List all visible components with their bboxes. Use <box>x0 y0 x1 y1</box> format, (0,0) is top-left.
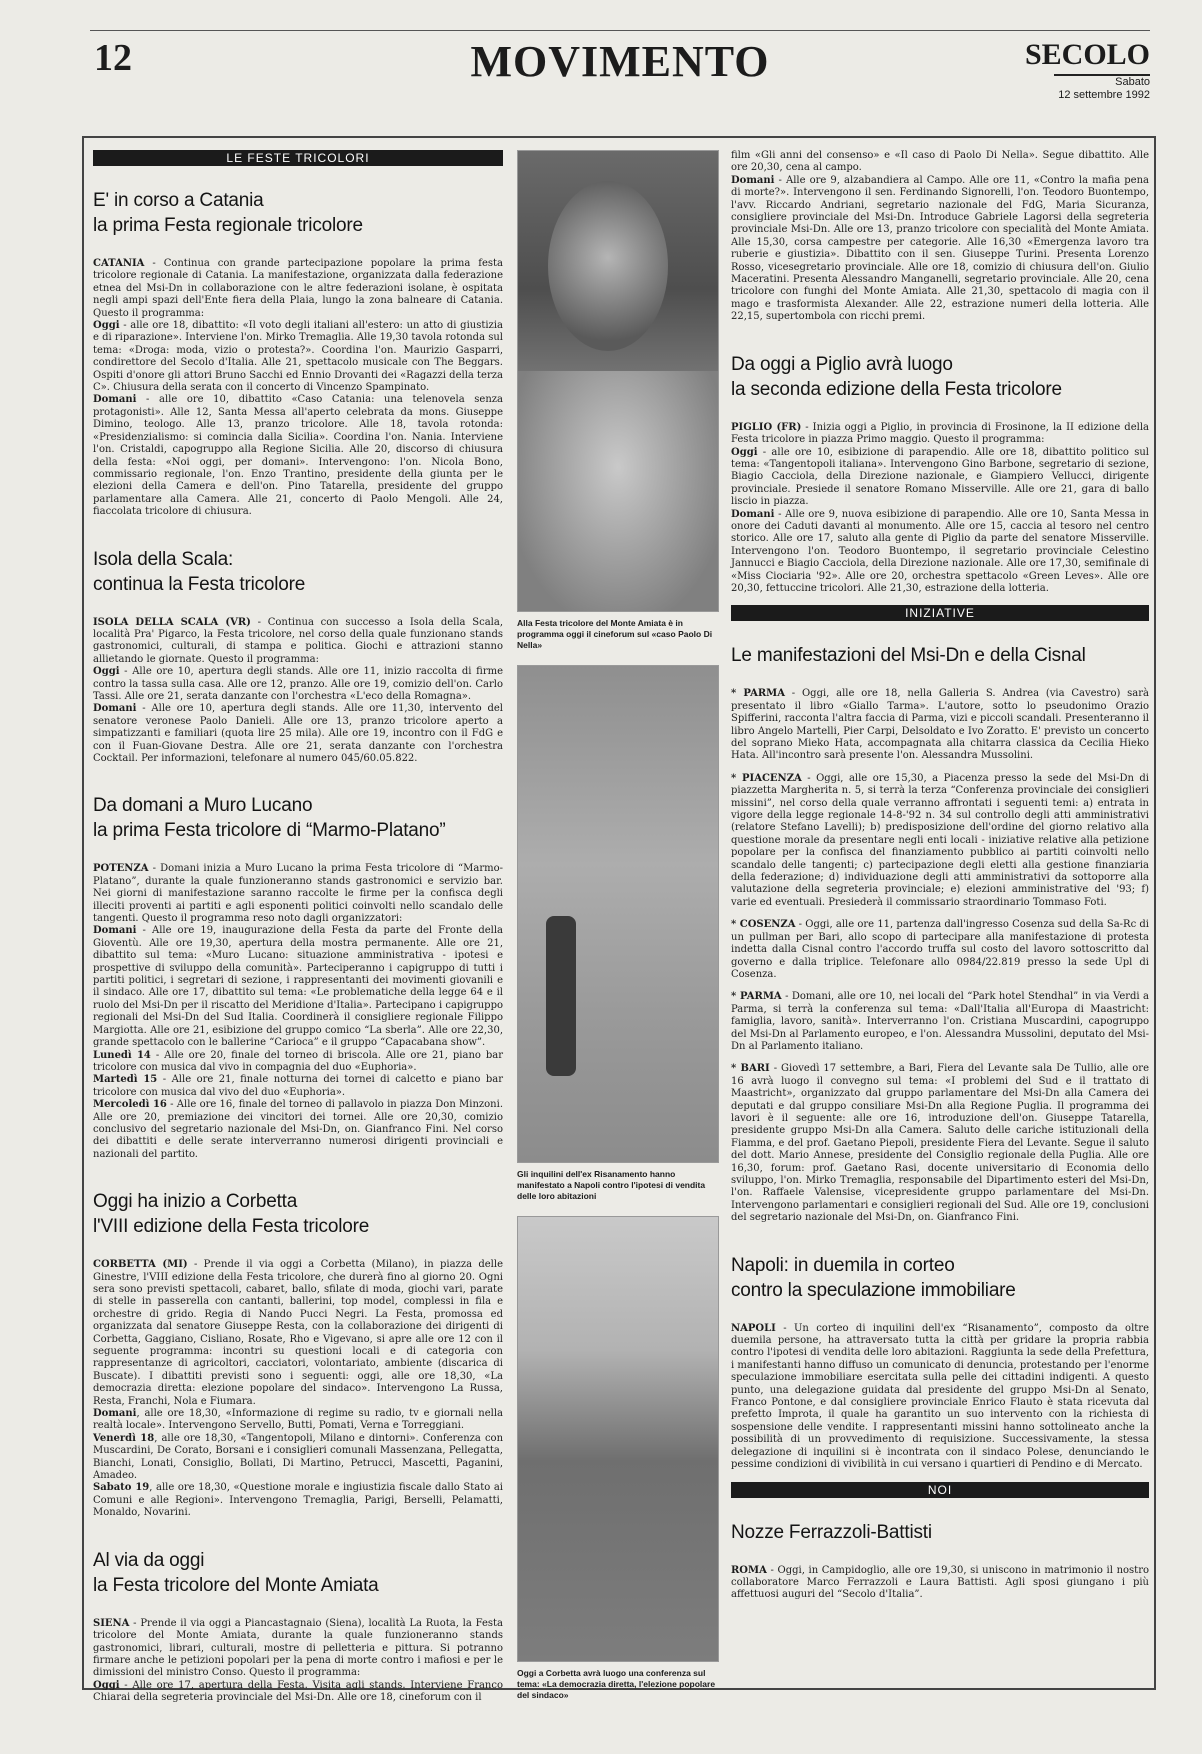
article-body: Domani, alle ore 18,30, «Informazione di regime su radio, tv e giornali nella realtà locale». Intervengono Servello, Butti, Pomati, Verna e Torreggiani. <box>93 1408 503 1432</box>
article-body: Oggi - alle ore 10, esibizione di parapendio. Alle ore 18, dibattito politico sul tema: «Tangentopoli italiana». Intervengono Gino Barbone, segretario di sezione, Biagio Cacciola, della Direzione nazionale, e Giampiero Vellucci, dirigente provinciale. Presiede il senatore Romano Misserville. Alle ore 21, gara di ballo liscio in piazza. <box>731 446 1149 508</box>
event-item: * COSENZA - Oggi, alle ore 11, partenza dall'ingresso Cosenza sud della Sa-Rc di un pullman per Bari, allo scopo di partecipare alla manifestazione di protesta indetta dalla Cisnal contro l'accordo truffa sul costo del lavoro sottoscritto dal governo e dalla triplice. Telefonare allo 0984/22.819 presso la sede Upl di Cosenza. <box>731 919 1149 980</box>
article-body: Martedì 15 - Alle ore 21, finale notturna dei tornei di calcetto e piano bar tricolore con musica dal vivo del duo «Euphoria». <box>93 1074 503 1098</box>
article-body: SIENA - Prende il via oggi a Piancastagnaio (Siena), località La Ruota, la Festa tricolore del Monte Amiata, durante la quale funzioneranno stands gastronomici, librari, culturali, mostre di pelletteria e pittura. Si potranno firmare anche le petizioni popolari per la pena di morte contro i mafiosi e per le dimissioni del ministro Conso. Questo il programma: <box>93 1617 503 1679</box>
logo-text: SECOLO <box>1024 38 1150 71</box>
article-body: PIGLIO (FR) - Inizia oggi a Piglio, in provincia di Frosinone, la II edizione della Festa tricolore in piazza Primo maggio. Questo il programma: <box>731 421 1149 446</box>
section-banner: LE FESTE TRICOLORI <box>93 150 503 166</box>
article-headline: Le manifestazioni del Msi-Dn e della Cisnal <box>731 645 1086 667</box>
article-monte-amiata <box>93 1548 503 1705</box>
photo-caption: Oggi a Corbetta avrà luogo una conferenza sul tema: «La democrazia diretta, l'elezione popolare del sindaco» <box>517 1668 716 1700</box>
masthead <box>90 22 1150 112</box>
article-headline: Oggi ha inizio a Corbetta l'VIII edizione della Festa tricolore <box>93 1191 370 1238</box>
event-item: * PIACENZA - Oggi, alle ore 15,30, a Piacenza presso la sede del Msi-Dn di piazzetta Margherita n. 5, si terrà la terza “Conferenza provinciale dei consiglieri missini”, nel corso della quale verranno affrontati i seguenti temi: a) entrata in vigore della legge regionale 14-8-'92 n. 34 sul controllo degli atti amministrativi (relatore Stefano Lavelli); b) predisposizione dell'ordine del giorno relativo alla questione morale da presentare negli enti locali - iniziative relative alla petizione popolare per la confisca del finanziamento pubblico ai partiti coinvolti nello scandalo delle tangenti; c) partecipazione degli eletti alla gestione finanziaria della federazione; d) individuazione degli atti amministrativi da sottoporre alla valutazione della segreteria provinciale; e) elezioni amministrative del '93; f) varie ed eventuali. Presiederà il commissario straordinario Tommaso Foti. <box>731 772 1149 908</box>
article-body: Oggi - alle ore 18, dibattito: «Il voto degli italiani all'estero: un atto di giustizia e di riparazione». Interviene l'on. Mirko Tremaglia. Alle 19,30 tavola rotonda sul tema: «Droga: moda, vizio o protesta?». Coordina l'on. Maurizio Gasparri, condirettore del Secolo d'Italia. Alle 21, spettacolo musicale con The Beggars. Ospiti d'onore gli attori Bruno Sacchi ed Ennio Drovanti dei «Ragazzi della terza C». Chiusura della serata con il concerto di Vincenzo Spampinato. <box>93 320 503 394</box>
article-body: Domani - Alle ore 19, inaugurazione della Festa da parte del Fronte della Gioventù. Alle ore 19,30, apertura della mostra permanente. Alle ore 21, dibattito sul tema: «Muro Lucano: situazione amministrativa - ipotesi e prospettive di sviluppo della comunità». Parteciperanno i capigruppo di tutti i partiti politici, i segretari di sezione, i rappresentanti dei movimenti giovanili e il sindaco. Alle ore 17, dibattito sul tema: «Le problematiche della legge 64 e il ruolo del Msi-Dn per il riscatto del Meridione d'Italia». Partecipano i capigruppo regionali del Msi-Dn del Sud Italia. Coordinerà il consigliere regionale Filippo Margiotta. Alle ore 21, esibizione del gruppo comico “La sberla”. Alle ore 22,30, grande spettacolo con le ballerine “Carioca” e il gruppo “Capacabana show”. <box>93 925 503 1049</box>
article-body: NAPOLI - Un corteo di inquilini dell'ex “Risanamento”, composto da oltre duemila persone, ha attraversato tutta la città per gridare la propria rabbia contro l'ipotesi di vendita delle loro abitazioni. Raggiunta la sede della Prefettura, i manifestanti hanno diffuso un comunicato di denuncia, protestando per l'enorme speculazione immobiliare esercitata sulla pelle dei cittadini indigenti. A questo punto, una delegazione guidata dal presidente del gruppo Msi-Dn al Senato, Franco Pontone, e dal consigliere provinciale Enrico Flauto è stata ricevuta dal prefetto Improta, il quale ha garantito un suo intervento con la richiesta di sospensione delle vendite. I rappresentanti missini hanno sottolineato anche la possibilità di un provvedimento di requisizione. Successivamente, la stessa delegazione di inquilini si è incontrata con il sindaco Polese, denunciando le pessime condizioni di vivibilità in cui versano i quartieri di Pendino e di Mercato. <box>731 1322 1149 1471</box>
article-body: Sabato 19, alle ore 18,30, «Questione morale e ingiustizia fiscale dallo Stato ai Comuni e alle Regioni». Intervengono Tremaglia, Parigi, Berselli, Pelamatti, Monaldo, Novarini. <box>93 1482 504 1519</box>
article-body: ISOLA DELLA SCALA (VR) - Continua con successo a Isola della Scala, località Pra' Pigarco, la Festa tricolore, nel corso della quale funzionano stands gastronomici, culturali, di stampa e politica. Giochi e attrazioni stanno allietando le giornate. Questo il programma: <box>93 616 503 665</box>
newspaper-logo <box>1025 38 1150 76</box>
article-headline: Isola della Scala: continua la Festa tricolore <box>93 548 306 595</box>
issue-date <box>1058 76 1150 102</box>
issue-date-text: 12 settembre 1992 <box>1058 89 1150 101</box>
article-body: Lunedì 14 - Alle ore 20, finale del torneo di briscola. Alle ore 21, piano bar tricolore con musica dal vivo in compagnia del duo «Euphoria». <box>93 1049 504 1073</box>
article-corbetta <box>93 1189 503 1520</box>
section-banner: NOI <box>731 1482 1149 1498</box>
article-headline: Nozze Ferrazzoli-Battisti <box>731 1521 932 1543</box>
article-body: CORBETTA (MI) - Prende il via oggi a Corbetta (Milano), in piazza delle Ginestre, l'VIII edizione della Festa tricolore, che durerà fino al giorno 20. Ogni sera sono previsti spettacoli, cabaret, ballo, sfilate di moda, giochi vari, parate di stelle in passerella con cantanti, ballerini, top model, complessi in fila e orchestre di grido. Regia di Nando Pucci Negri. La Festa, promossa ed organizzata dal senatore Giuseppe Resta, con la collaborazione dei dirigenti di Corbetta, Gaggiano, Cisliano, Rosate, Rho e Vigevano, si apre alle ore 12 con il seguente programma: incontri su questioni locali e di categoria con rappresentanze di agricoltori, cacciatori, volontariato, ambiente (discarica di Buscate). I dibattiti previsti sono i seguenti: oggi, alle ore 18,30, «La democrazia diretta: elezione popolare del sindaco». Intervengono La Russa, Resta, Franchi, Nola e Fiumara. <box>93 1259 503 1407</box>
photo-caption: Alla Festa tricolore del Monte Amiata è in programma oggi il cineforum sul «caso Paolo Di Nella» <box>517 618 713 650</box>
article-headline: Da domani a Muro Lucano la prima Festa tricolore di “Marmo-Platano” <box>93 795 446 842</box>
article-body: Domani - Alle ore 9, nuova esibizione di parapendio. Alle ore 10, Santa Messa in onore dei Caduti davanti al monumento. Alle ore 15, caccia al tesoro nel centro storico. Alle ore 17, saluto alla gente di Piglio da parte del senatore Misserville. Intervengono l'on. Teodoro Buontempo, il segretario provinciale Celestino Jannucci e Biagio Cacciola, della Direzione nazionale. Alle ore 17,30, semifinale di «Miss Ciociaria '92». Alle ore 20, orchestra spettacolo «Green Leves». Alle ore 20,30, fettuccine tricolori. Alle 21,30, estrazione della lotteria. <box>731 508 1149 594</box>
article-body: Venerdì 18, alle ore 18,30, «Tangentopoli, Milano e dintorni». Conferenza con Muscardini, De Corato, Borsani e i consiglieri comunali Massenzana, Pellegatta, Bianchi, Lonati, Consiglio, Bollati, Di Martino, Petrucci, Mascetti, Paganini, Amadeo. <box>93 1432 504 1482</box>
photo-caption: Gli inquilini dell'ex Risanamento hanno manifestato a Napoli contro l'ipotesi di vendita delle loro abitazioni <box>517 1169 706 1201</box>
section-banner: INIZIATIVE <box>731 605 1149 621</box>
event-item: * PARMA - Domani, alle ore 10, nei locali del “Park hotel Stendhal” in via Verdi a Parma, si terrà la conferenza sul tema: «Dall'Italia all'Europa di Maastricht: famiglia, lavoro, sanità». Interverranno l'on. Cristiana Muscardini, capogruppo del Msi-Dn al Parlamento europeo, e l'on. Alessandra Mussolini, deputato del Msi-Dn al Parlamento italiano. <box>731 991 1149 1052</box>
column-left <box>93 150 503 1705</box>
column-photos <box>517 150 719 1715</box>
protester-figure <box>546 916 576 1076</box>
article-iniziative <box>731 643 1149 1224</box>
article-body: Domani - alle ore 10, dibattito «Caso Catania: una telenovela senza protagonisti». Alle 12, Santa Messa all'aperto celebrata da mons. Giuseppe Dimino, teologo. Alle 13, pranzo tricolore. Alle 18, tavola rotonda: «Presidenzialismo: si comincia dalla Sicilia». Coordina l'on. Nania. Interviene l'on. Cristaldi, capogruppo alla Regione Sicilia. Alle 20, discorso di chiusura della festa: «Noi oggi, per domani». Intervengono: l'on. Nicola Bono, commissario regionale, l'on. Enzo Trantino, presidente della giunta per le elezioni della Camera e dell'on. Pino Tatarella, presidente del gruppo parlamentare alla Camera. Alle 21, concerto di Paolo Mengoli. Alle 24, fiaccolata tricolore di chiusura. <box>93 394 503 518</box>
article-body: Domani - Alle ore 10, apertura degli stands. Alle ore 11,30, intervento del senatore veronese Paolo Danieli. Alle ore 13, pranzo tricolore aperto a simpatizzanti e familiari (quota lire 25 mila). Alle ore 19, incontro con il FdG e con il Fuan-Giovane Destra. Alle ore 21, serata danzante con l'orchestra Cocktail. Per informazioni, telefonare al numero 045/60.05.822. <box>93 703 503 764</box>
article-piglio <box>731 352 1149 596</box>
article-body: Domani - Alle ore 9, alzabandiera al Campo. Alle ore 11, «Contro la mafia pena di morte?». Intervengono il sen. Ferdinando Signorelli, l'on. Teodoro Buontempo, l'avv. Riccardo Andriani, segretario nazionale del FdG, Maria Sicuranza, consigliere provinciale del Msi-Dn. Introduce Gabriele Lagorsi della segreteria provinciale Msi-Dn. Alle ore 13, pranzo tricolore con specialità del Monte Amiata. Alle 15,30, corsa campestre per categorie. Alle 16,30 «Emergenza lavoro tra ruberie e giustizia». Dibattito con il sen. Giuseppe Turini. Presenta Lorenzo Rosso, vicesegretario provinciale. Alle ore 18, comizio di chiusura dell'on. Giulio Maceratini. Presenta Alessandro Manganelli, segretario provinciale. Alle 20, cena tricolore con funghi del Monte Amiata. Alle 21,30, spettacolo di magia con il mago e trasformista Alexander. Alle 22, estrazione numeri della lotteria. Alle 22,15, supertombola con ricchi premi. <box>731 174 1149 323</box>
article-headline: E' in corso a Catania la prima Festa regionale tricolore <box>93 190 363 236</box>
protest-photo <box>517 665 719 1163</box>
article-napoli <box>731 1253 1149 1472</box>
article-body: Oggi - Alle ore 10, apertura degli stands. Alle ore 11, inizio raccolta di firme contro la tassa sulla casa. Alle ore 12, pranzo. Alle ore 19, comizio dell'on. Carlo Tassi. Alle ore 21, serata danzante con l'orchestra «L'eco della Romagna». <box>93 666 503 702</box>
portrait-shirt <box>518 371 718 611</box>
event-item: * PARMA - Oggi, alle ore 18, nella Galleria S. Andrea (via Cavestro) sarà presentato il libro «Giallo Tarma». L'autore, sotto lo pseudonimo Orazio Spifferini, racconta l'altra faccia di Parma, vizi e piccoli scandali. Presenteranno il libro Angelo Martelli, Pier Carpi, Delsoldato e Ivo Zoratto. E' previsto un concerto del soprano Mieko Hata, accompagnata alla chitarra classica da Cecilia Hieko Hata. All'incontro sarà presente l'on. Alessandra Mussolini. <box>731 688 1149 762</box>
article-headline: Da oggi a Piglio avrà luogo la seconda edizione della Festa tricolore <box>731 353 1062 400</box>
article-body: Mercoledì 16 - Alle ore 16, finale del torneo di pallavolo in piazza Don Minzoni. Alle ore 20, premiazione dei vincitori dei tornei. Alle ore 20,30, comizio conclusivo del segretario nazionale del Msi-Dn, on. Gianfranco Fini. Nel corso dei dibattiti e delle serate interverranno numerosi dirigenti provinciali e nazionali del partito. <box>93 1099 503 1160</box>
column-right <box>731 150 1149 1602</box>
article-body: Oggi - Alle ore 17, apertura della Festa. Visita agli stands. Interviene Franco Chiarai della segreteria provinciale del Msi-Dn. Alle ore 18, cineforum con il <box>93 1679 503 1704</box>
issue-day: Sabato <box>1115 76 1150 88</box>
masthead-rule <box>90 30 1150 31</box>
page-number: 12 <box>94 37 132 79</box>
article-headline: Napoli: in duemila in corteo contro la speculazione immobiliare <box>731 1254 1016 1301</box>
article-muro-lucano <box>93 793 503 1161</box>
article-body: ROMA - Oggi, in Campidoglio, alle ore 19,30, si uniscono in matrimonio il nostro collaboratore Marco Ferrazzoli e Laura Battisti. Agli sposi giungano i più affettuosi auguri del “Secolo d'Italia”. <box>731 1564 1149 1601</box>
event-item: * BARI - Giovedì 17 settembre, a Bari, Fiera del Levante sala De Tullio, alle ore 16 avrà luogo il convegno sul tema: «I problemi del Sud e il trattato di Maastricht», organizzato dal gruppo parlamentare del Msi-Dn alla Camera dei deputati e dal gruppo consiliare Msi-Dn alla Regione Puglia. Il programma dei lavori è il seguente: alle ore 16, introduzione dell'on. Giuseppe Tatarella, presidente gruppo Msi-Dn alla Camera. Saluto delle cariche istituzionali della Fiamma, e del prof. Gaetano Piepoli, presidente Fiera del Levante. Segue il saluto del dott. Mario Annese, presidente del Consiglio regionale della Puglia. Alle ore 16,30, forum: prof. Gaetano Rasi, docente universitario di Economia dello sviluppo, l'on. Mirko Tremaglia, responsabile del Dipartimento esteri del Msi-Dn, l'on. Raffaele Valensise, vicepresidente gruppo parlamentare del Msi-Dn. Intervengono parlamentari e consiglieri regionali del Sud. Alle ore 19, conclusioni del segretario nazionale del Msi-Dn, on. Gianfranco Fini. <box>731 1063 1149 1224</box>
portrait-face <box>548 181 668 351</box>
article-nozze <box>731 1520 1149 1602</box>
article-body: POTENZA - Domani inizia a Muro Lucano la prima Festa tricolore di “Marmo-Platano”, durante la quale funzioneranno stands gastronomici e servizio bar. Nei giorni di manifestazione saranno raccolte le firme per la confisca degli illeciti proventi ai partiti e agli esponenti politici coinvolti nello scandalo delle tangenti. Questo il programma reso noto dagli organizzatori: <box>93 863 503 925</box>
section-title: MOVIMENTO <box>470 37 770 86</box>
article-continuation: film «Gli anni del consenso» e «Il caso di Paolo Di Nella». Segue dibattito. Alle ore 20,30, cena al campo. <box>731 150 1149 174</box>
article-catania <box>93 188 503 519</box>
article-body: CATANIA - Continua con grande partecipazione popolare la prima festa tricolore regionale di Catania. La manifestazione, organizzata dalla federazione etnea del Msi-Dn in collaborazione con le altre federazioni isolane, è ospitata negli ampi spazi dell'Ente fiera della Plaia, lungo la zona balneare di Catania. Questo il programma: <box>93 258 503 319</box>
article-isola-della-scala <box>93 547 503 766</box>
portrait-photo <box>517 150 719 612</box>
crowd-photo <box>517 1216 719 1662</box>
article-headline: Al via da oggi la Festa tricolore del Monte Amiata <box>93 1549 379 1596</box>
